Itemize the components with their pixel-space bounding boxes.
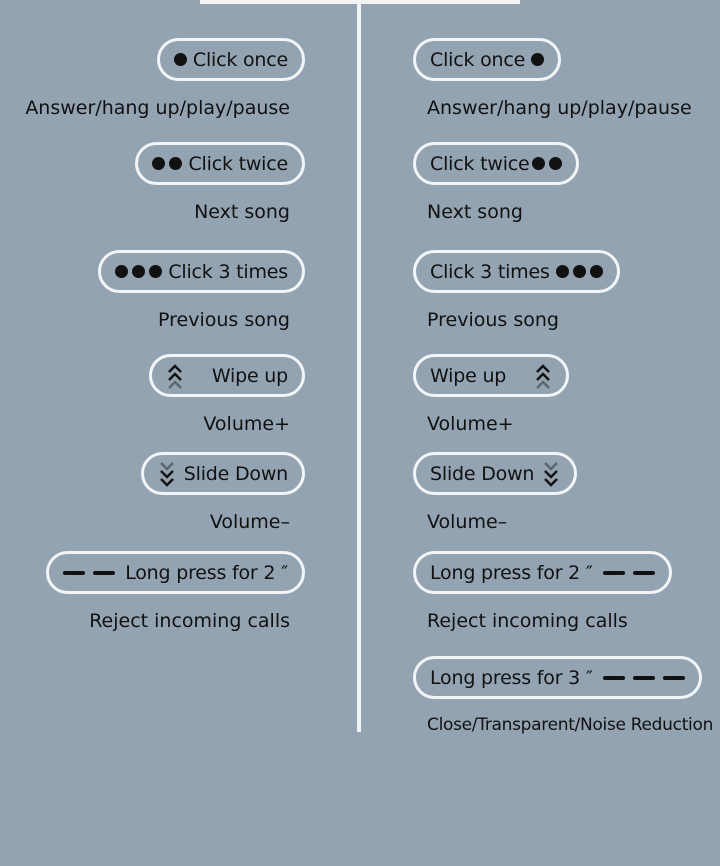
gesture-pill — [149, 354, 305, 397]
action-label: Reject incoming calls — [89, 610, 290, 632]
chevron-down-icon — [542, 459, 560, 489]
gesture-pill — [135, 142, 305, 185]
action-label: Reject incoming calls — [427, 610, 628, 632]
double-dash-icon — [63, 571, 115, 575]
gesture-pill — [413, 452, 577, 495]
action-label: Close/Transparent/Noise Reduction — [427, 715, 714, 735]
gesture-pill — [157, 38, 305, 81]
gesture-label: Long press for 2 ″ — [430, 561, 593, 584]
gesture-label: Long press for 2 ″ — [125, 561, 288, 584]
single-dot-icon — [174, 53, 187, 66]
gesture-label: Long press for 3 ″ — [430, 666, 593, 689]
single-dot-icon — [531, 53, 544, 66]
gesture-label: Click 3 times — [430, 260, 550, 283]
triple-dot-icon — [115, 265, 162, 278]
gesture-label: Click twice — [188, 152, 288, 175]
gesture-pill — [413, 656, 702, 699]
action-label: Volume– — [209, 511, 290, 533]
gesture-pill — [141, 452, 305, 495]
gesture-pill — [98, 250, 305, 293]
gesture-pill — [413, 38, 561, 81]
gesture-pill — [413, 142, 579, 185]
action-label: Answer/hang up/play/pause — [427, 97, 692, 119]
gesture-label: Wipe up — [211, 364, 288, 387]
gesture-label: Click twice — [430, 152, 530, 175]
gesture-label: Slide Down — [430, 462, 535, 485]
gesture-pill — [46, 551, 305, 594]
action-label: Answer/hang up/play/pause — [25, 97, 290, 119]
double-dot-icon — [152, 157, 182, 170]
action-label: Next song — [427, 201, 523, 223]
gesture-pill — [413, 354, 569, 397]
action-label: Next song — [194, 201, 290, 223]
gesture-pill — [413, 551, 672, 594]
gesture-label: Click 3 times — [168, 260, 288, 283]
gesture-pill — [413, 250, 620, 293]
action-label: Previous song — [427, 309, 559, 331]
action-label: Previous song — [158, 309, 290, 331]
center-divider — [357, 0, 361, 732]
double-dash-icon — [603, 571, 655, 575]
triple-dot-icon — [556, 265, 603, 278]
triple-dash-icon — [603, 676, 685, 680]
action-label: Volume+ — [427, 413, 514, 435]
chevron-up-icon — [166, 361, 184, 391]
gesture-label: Wipe up — [430, 364, 507, 387]
gesture-label: Slide Down — [183, 462, 288, 485]
action-label: Volume+ — [203, 413, 290, 435]
action-label: Volume– — [427, 511, 508, 533]
gesture-label: Click once — [430, 48, 526, 71]
double-dot-icon — [532, 157, 562, 170]
chevron-down-icon — [158, 459, 176, 489]
gesture-label: Click once — [192, 48, 288, 71]
chevron-up-icon — [534, 361, 552, 391]
